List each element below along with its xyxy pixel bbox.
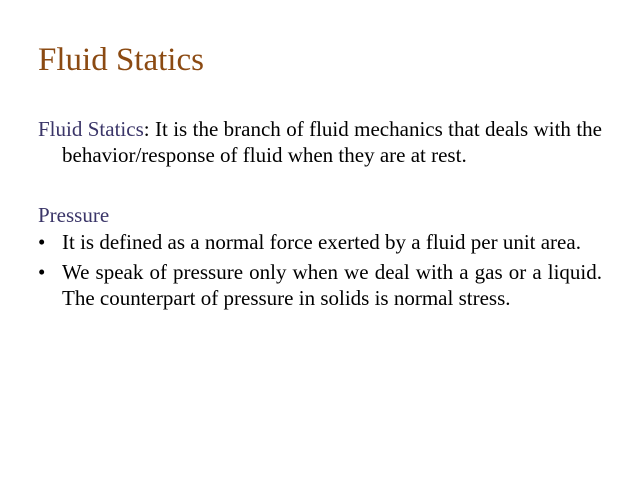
bullet-text-1: It is defined as a normal force exerted by a fluid per unit area. [62, 230, 581, 254]
definition-text: : It is the branch of fluid mechanics that deals with the behavior/response of fluid when they are at rest. [62, 117, 602, 167]
definition-term: Fluid Statics [38, 117, 144, 141]
definition-paragraph [38, 116, 602, 168]
bullet-text-2: We speak of pressure only when we deal with a gas or a liquid. The counterpart of pressure in solids is normal stress. [62, 260, 602, 310]
spacer [38, 168, 602, 202]
bullet-icon: • [38, 260, 46, 284]
pressure-heading: Pressure [38, 203, 110, 227]
slide-body [38, 116, 602, 315]
bullet-item-1 [38, 229, 602, 255]
slide-title: Fluid Statics [38, 42, 204, 78]
bullet-icon: • [38, 230, 46, 254]
bullet-item-2 [38, 259, 602, 311]
